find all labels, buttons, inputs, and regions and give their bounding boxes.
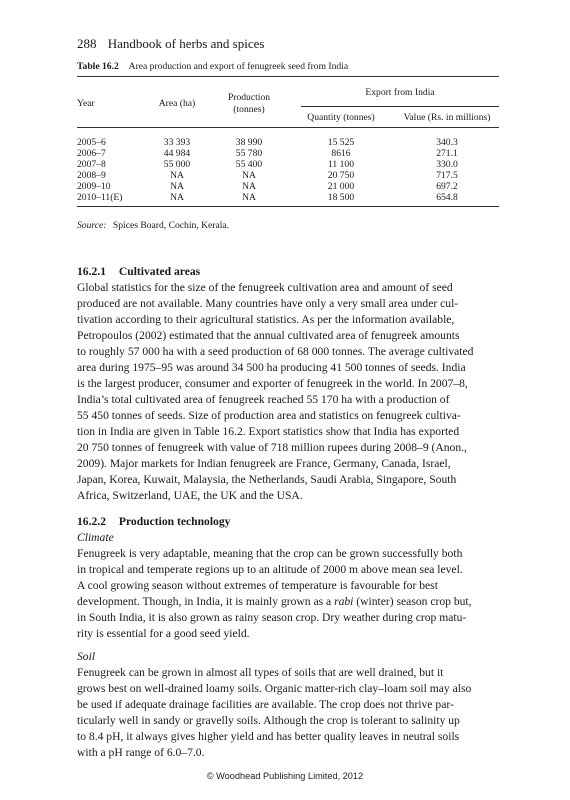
table-header-rule — [77, 127, 499, 128]
section-title: Cultivated areas — [118, 265, 201, 278]
text-line: grows best on well-drained loamy soils. Organic matter-rich clay–loam soil may also — [77, 682, 472, 695]
cell-area: 33 393 — [163, 137, 191, 148]
cell-quantity: 21 000 — [327, 181, 355, 192]
cell-year: 2005–6 — [77, 137, 106, 148]
cell-quantity: 18 500 — [327, 192, 355, 203]
cell-value: 697.2 — [436, 181, 458, 192]
copyright-footer: © Woodhead Publishing Limited, 2012 — [206, 771, 364, 781]
cell-value: 717.5 — [436, 170, 458, 181]
cell-quantity: 11 100 — [327, 159, 355, 170]
section-title: Production technology — [118, 515, 231, 528]
cell-year: 2009–10 — [77, 181, 111, 192]
cell-area: 55 000 — [163, 159, 191, 170]
cell-year: 2007–8 — [77, 159, 106, 170]
section-heading-production — [77, 515, 230, 528]
cell-production: NA — [242, 181, 256, 192]
text-line: 2009). Major markets for Indian fenugreek are France, Germany, Canada, Israel, — [77, 457, 451, 470]
text-line: Japan, Korea, Kuwait, Malaysia, the Netherlands, Saudi Arabia, Singapore, South — [77, 473, 457, 486]
subheading-climate: Climate — [77, 531, 114, 544]
header-export-group: Export from India — [365, 87, 435, 98]
section-number: 16.2.2 — [77, 515, 106, 528]
cell-value: 330.0 — [436, 159, 458, 170]
header-production — [213, 92, 285, 116]
cell-production: NA — [242, 192, 256, 203]
term-rabi: rabi — [334, 595, 354, 608]
cell-area: 44 984 — [163, 148, 191, 159]
header-value: Value (Rs. in millions) — [403, 112, 491, 123]
text-line: to 8.4 pH, it always gives higher yield and has better quality leaves in neutral soils — [77, 730, 460, 743]
cell-production: 55 780 — [235, 148, 263, 159]
cell-quantity: 15 525 — [327, 137, 355, 148]
text-line: 20 750 tonnes of fenugreek with value of 718 million rupees during 2008–9 (Anon., — [77, 441, 467, 454]
text-line: produced are not available. Many countries have only a very small area under cul- — [77, 297, 459, 310]
text-line: Fenugreek is very adaptable, meaning that the crop can be grown successfully both — [77, 547, 463, 560]
cell-year: 2008–9 — [77, 170, 106, 181]
text-line: tion in India are given in Table 16.2. Export statistics show that India has exported — [77, 425, 460, 438]
text-line: Fenugreek can be grown in almost all types of soils that are well drained, but it — [77, 666, 444, 679]
header-production-line2: (tonnes) — [233, 104, 265, 115]
cell-production: 55 400 — [235, 159, 263, 170]
cell-year: 2010–11(E) — [77, 192, 123, 203]
text-line: tivation according to their agricultural statistics. As per the information available, — [77, 313, 455, 326]
text-line: 55 450 tonnes of seeds. Size of production area and statistics on fenugreek cultiva- — [77, 409, 461, 422]
text-line: development. Though, in India, it is mainly grown as a rabi (winter) season crop but, — [77, 595, 472, 608]
source-text: Spices Board, Cochin, Kerala. — [112, 220, 230, 231]
text-line: to roughly 57 000 ha with a seed production of 68 000 tonnes. The average cultivated — [77, 345, 474, 358]
text-line: area during 1975–95 was around 34 500 ha producing 41 500 tonnes of seeds. India — [77, 361, 466, 374]
cell-production: 38 990 — [235, 137, 263, 148]
table-source-note — [77, 220, 229, 231]
text-line: be used if adequate drainage facilities are available. The crop does not thrive par- — [77, 698, 454, 711]
export-group-rule — [301, 106, 499, 107]
table-label: Table 16.2 — [77, 61, 119, 72]
text-line: Petropoulos (2002) estimated that the annual cultivated area of fenugreek amounts — [77, 329, 460, 342]
text-line: is the largest producer, consumer and exporter of fenugreek in the world. In 2007–8, — [77, 377, 468, 390]
table-caption — [77, 61, 348, 72]
cell-quantity: 20 750 — [327, 170, 355, 181]
cell-production: NA — [242, 170, 256, 181]
cell-value: 340.3 — [436, 137, 458, 148]
header-production-line1: Production — [227, 92, 271, 103]
text-line: Global statistics for the size of the fenugreek cultivation area and amount of seed — [77, 281, 453, 294]
text-line: with a pH range of 6.0–7.0. — [77, 746, 205, 759]
cell-value: 271.1 — [436, 148, 458, 159]
text-line: India’s total cultivated area of fenugreek reached 55 170 ha with a production of — [77, 393, 450, 406]
book-title: Handbook of herbs and spices — [107, 36, 265, 51]
text-line: in tropical and temperate regions up to an altitude of 2000 m above mean sea level. — [77, 563, 463, 576]
text-line: in South India, it is also grown as rainy season crop. Dry weather during crop matu- — [77, 611, 467, 624]
cell-area: NA — [170, 192, 184, 203]
source-label: Source: — [77, 220, 107, 231]
cell-area: NA — [170, 181, 184, 192]
text-line: ticularly well in sandy or gravelly soils. Although the crop is tolerant to salinity up — [77, 714, 460, 727]
table-caption-text: Area production and export of fenugreek seed from India — [128, 61, 349, 72]
text-line: Africa, Switzerland, UAE, the UK and the USA. — [77, 489, 303, 502]
table-top-rule — [77, 76, 499, 77]
section-heading-cultivated — [77, 265, 200, 278]
running-head — [77, 36, 264, 52]
header-area: Area (ha) — [158, 98, 196, 109]
header-year: Year — [77, 98, 95, 109]
cell-value: 654.8 — [436, 192, 458, 203]
text-line: rity is essential for a good seed yield. — [77, 627, 250, 640]
table-bottom-rule — [77, 206, 499, 207]
cell-quantity: 8616 — [331, 148, 351, 159]
header-quantity: Quantity (tonnes) — [307, 112, 375, 123]
text-line: A cool growing season without extremes of temperature is favourable for best — [77, 579, 438, 592]
cell-year: 2006–7 — [77, 148, 106, 159]
cell-area: NA — [170, 170, 184, 181]
page-number: 288 — [77, 36, 97, 51]
section-number: 16.2.1 — [77, 265, 106, 278]
subheading-soil: Soil — [77, 650, 96, 663]
